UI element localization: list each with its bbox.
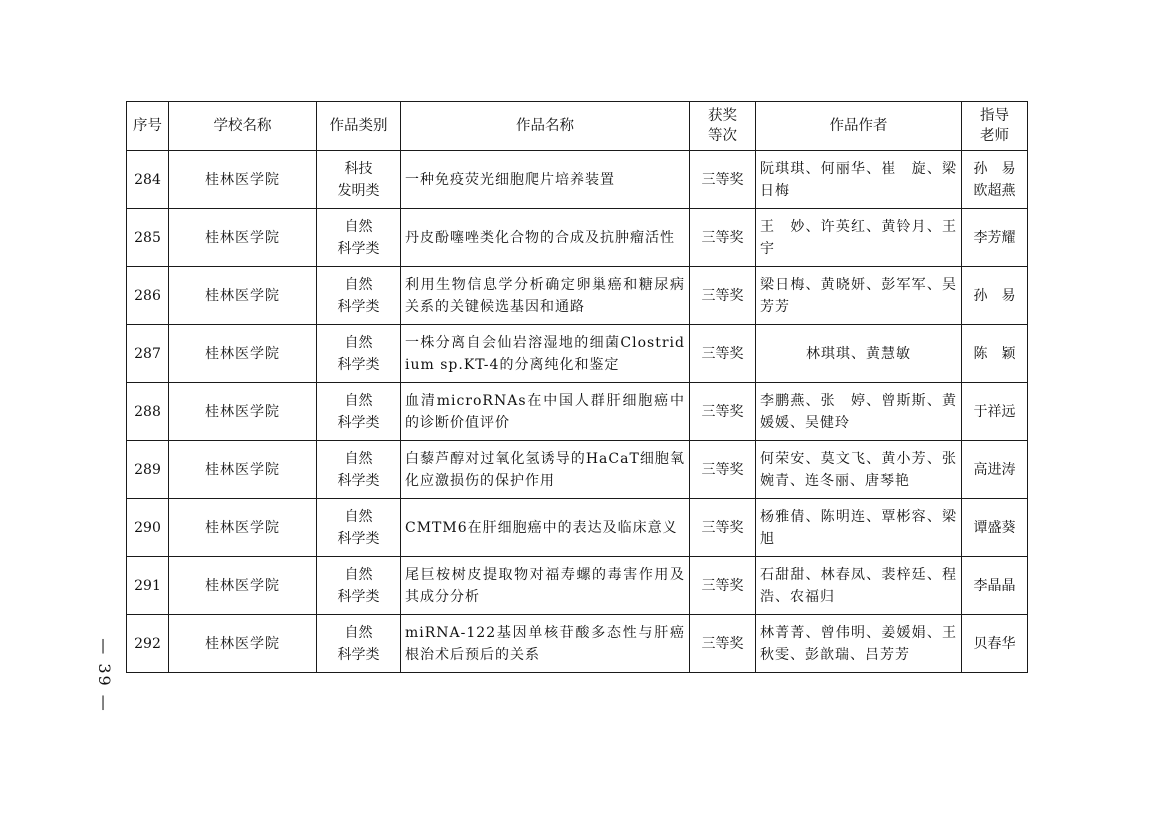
cell-advisor: 于祥远 xyxy=(962,383,1028,441)
cell-school: 桂林医学院 xyxy=(169,267,317,325)
cell-seq: 291 xyxy=(127,557,169,615)
table-row xyxy=(127,325,1028,383)
header-authors: 作品作者 xyxy=(756,102,962,151)
cell-seq: 292 xyxy=(127,615,169,673)
cell-work-name: 一株分离自会仙岩溶湿地的细菌Clostridium sp.KT-4的分离纯化和鉴定 xyxy=(401,325,690,383)
cell-category xyxy=(317,441,401,499)
table-row xyxy=(127,209,1028,267)
cell-seq: 289 xyxy=(127,441,169,499)
table-row xyxy=(127,441,1028,499)
cell-school: 桂林医学院 xyxy=(169,441,317,499)
cell-work-name: 丹皮酚噻唑类化合物的合成及抗肿瘤活性 xyxy=(401,209,690,267)
cell-authors: 王 妙、许英红、黄铃月、王 宇 xyxy=(756,209,962,267)
cell-work-name: 一种免疫荧光细胞爬片培养装置 xyxy=(401,151,690,209)
cell-seq: 285 xyxy=(127,209,169,267)
cell-award: 三等奖 xyxy=(690,267,756,325)
cell-seq: 287 xyxy=(127,325,169,383)
cell-school: 桂林医学院 xyxy=(169,615,317,673)
cell-category-line1: 自然 xyxy=(344,450,373,467)
cell-authors: 梁日梅、黄晓妍、彭军军、吴芳芳 xyxy=(756,267,962,325)
cell-seq: 290 xyxy=(127,499,169,557)
cell-category-line1: 自然 xyxy=(344,218,373,235)
cell-award: 三等奖 xyxy=(690,441,756,499)
table-body xyxy=(127,151,1028,673)
cell-award: 三等奖 xyxy=(690,209,756,267)
cell-category-line1: 自然 xyxy=(344,392,373,409)
cell-category-line2: 科学类 xyxy=(337,240,380,257)
cell-advisor: 李晶晶 xyxy=(962,557,1028,615)
cell-school: 桂林医学院 xyxy=(169,209,317,267)
cell-school: 桂林医学院 xyxy=(169,499,317,557)
page-number-text: — 39 — xyxy=(94,637,114,713)
cell-authors: 李鹏燕、张 婷、曾斯斯、黄媛媛、吴健玲 xyxy=(756,383,962,441)
cell-category-line2: 科学类 xyxy=(337,530,380,547)
cell-category xyxy=(317,383,401,441)
cell-school: 桂林医学院 xyxy=(169,151,317,209)
cell-award: 三等奖 xyxy=(690,499,756,557)
cell-advisor: 陈 颖 xyxy=(962,325,1028,383)
table-row xyxy=(127,615,1028,673)
cell-seq: 288 xyxy=(127,383,169,441)
cell-advisor: 李芳耀 xyxy=(962,209,1028,267)
header-school: 学校名称 xyxy=(169,102,317,151)
cell-school: 桂林医学院 xyxy=(169,325,317,383)
cell-award: 三等奖 xyxy=(690,151,756,209)
cell-award: 三等奖 xyxy=(690,557,756,615)
cell-category xyxy=(317,499,401,557)
cell-advisor: 贝春华 xyxy=(962,615,1028,673)
cell-authors: 何荣安、莫文飞、黄小芳、张婉青、连冬丽、唐琴艳 xyxy=(756,441,962,499)
cell-category-line1: 自然 xyxy=(344,624,373,641)
cell-category-line2: 科学类 xyxy=(337,356,380,373)
cell-authors: 林琪琪、黄慧敏 xyxy=(756,325,962,383)
table-row xyxy=(127,383,1028,441)
cell-school: 桂林医学院 xyxy=(169,383,317,441)
header-advisor-line2: 老师 xyxy=(980,128,1009,144)
cell-category-line1: 自然 xyxy=(344,276,373,293)
cell-category-line1: 自然 xyxy=(344,508,373,525)
cell-category-line2: 科学类 xyxy=(337,472,380,489)
header-award-line2: 等次 xyxy=(708,128,737,144)
header-row xyxy=(127,102,1028,151)
cell-work-name: CMTM6在肝细胞癌中的表达及临床意义 xyxy=(401,499,690,557)
award-table xyxy=(126,101,1028,673)
page-number xyxy=(92,630,116,720)
cell-category xyxy=(317,267,401,325)
cell-authors: 杨雅倩、陈明连、覃彬容、梁 旭 xyxy=(756,499,962,557)
cell-category-line2: 科学类 xyxy=(337,298,380,315)
cell-category-line2: 发明类 xyxy=(337,182,380,199)
table-row xyxy=(127,557,1028,615)
header-award-line1: 获奖 xyxy=(708,108,737,124)
cell-category-line2: 科学类 xyxy=(337,646,380,663)
cell-category-line1: 自然 xyxy=(344,334,373,351)
cell-seq: 286 xyxy=(127,267,169,325)
cell-award: 三等奖 xyxy=(690,383,756,441)
table-row xyxy=(127,151,1028,209)
cell-authors: 石甜甜、林春凤、裴梓廷、程 浩、农福归 xyxy=(756,557,962,615)
table-header xyxy=(127,102,1028,151)
cell-category xyxy=(317,151,401,209)
header-category: 作品类别 xyxy=(317,102,401,151)
cell-category xyxy=(317,209,401,267)
cell-category xyxy=(317,325,401,383)
cell-advisor: 高进涛 xyxy=(962,441,1028,499)
cell-award: 三等奖 xyxy=(690,325,756,383)
cell-work-name: miRNA-122基因单核苷酸多态性与肝癌根治术后预后的关系 xyxy=(401,615,690,673)
header-award xyxy=(690,102,756,151)
cell-advisor: 孙 易 xyxy=(962,267,1028,325)
table-row xyxy=(127,499,1028,557)
cell-work-name: 利用生物信息学分析确定卵巢癌和糖尿病关系的关键候选基因和通路 xyxy=(401,267,690,325)
cell-category-line1: 自然 xyxy=(344,566,373,583)
cell-authors: 林菁菁、曾伟明、姜媛娟、王秋雯、彭歆瑞、吕芳芳 xyxy=(756,615,962,673)
cell-category-line1: 科技 xyxy=(344,160,373,177)
cell-advisor: 孙 易 欧超燕 xyxy=(962,151,1028,209)
cell-category xyxy=(317,615,401,673)
cell-category-line2: 科学类 xyxy=(337,588,380,605)
cell-category xyxy=(317,557,401,615)
cell-seq: 284 xyxy=(127,151,169,209)
cell-work-name: 白藜芦醇对过氧化氢诱导的HaCaT细胞氧化应激损伤的保护作用 xyxy=(401,441,690,499)
cell-work-name: 血清microRNAs在中国人群肝细胞癌中的诊断价值评价 xyxy=(401,383,690,441)
cell-school: 桂林医学院 xyxy=(169,557,317,615)
cell-category-line2: 科学类 xyxy=(337,414,380,431)
cell-advisor: 谭盛葵 xyxy=(962,499,1028,557)
header-seq: 序号 xyxy=(127,102,169,151)
header-advisor xyxy=(962,102,1028,151)
header-advisor-line1: 指导 xyxy=(980,108,1009,124)
cell-work-name: 尾巨桉树皮提取物对福寿螺的毒害作用及其成分分析 xyxy=(401,557,690,615)
cell-authors: 阮琪琪、何丽华、崔 旋、梁日梅 xyxy=(756,151,962,209)
cell-award: 三等奖 xyxy=(690,615,756,673)
table-row xyxy=(127,267,1028,325)
header-work-name: 作品名称 xyxy=(401,102,690,151)
